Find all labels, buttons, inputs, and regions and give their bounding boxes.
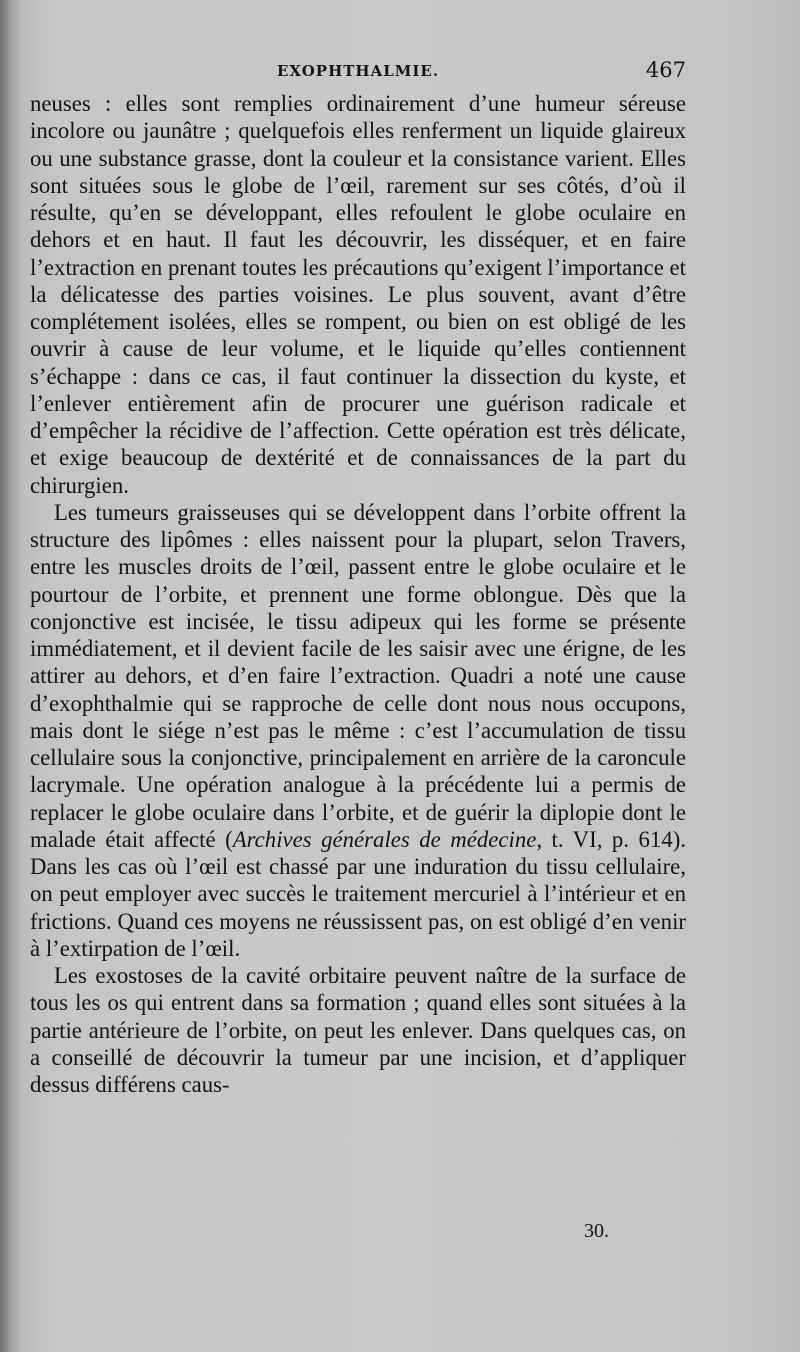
paragraph-2: [30, 499, 686, 962]
paragraph-2-continuation: , t. VI, p. 614). Dans les cas où l’œil est chassé par une induration du tissu cellulaire, on peut employer avec succès le traitement mercuriel à l’intérieur et en frictions. Quand ces moyens ne réussissent pas, on est obligé d’en venir à l’extirpation de l’œil.: [30, 826, 687, 961]
body-text: [30, 90, 686, 1098]
paragraph-1: neuses : elles sont remplies ordinairement d’une humeur séreuse incolore ou jaunâtre ; quelquefois elles renferment un liquide glaireux ou une substance grasse, dont la couleur et la consistance varient. Elles sont situées sous le globe de l’œil, rarement sur ses côtés, d’où il résulte, qu’en se développant, elles refoulent le globe oculaire en dehors et en haut. Il faut les découvrir, les disséquer, et en faire l’extraction en prenant toutes les précautions qu’exigent l’importance et la délicatesse des parties voisines. Le plus souvent, avant d’être complétement isolées, elles se rompent, ou bien on est obligé de les ouvrir à cause de leur volume, et le liquide qu’elles contiennent s’échappe : dans ce cas, il faut continuer la dissection du kyste, et l’enlever entièrement afin de procurer une guérison radicale et d’empêcher la récidive de l’affection. Cette opération est très délicate, et exige beaucoup de dextérité et de connaissances de la part du chirurgien.: [30, 91, 686, 498]
page-number: 467: [645, 58, 686, 82]
paragraph-3: Les exostoses de la cavité orbitaire peuvent naître de la surface de tous les os qui entrent dans sa formation ; quand elles sont situées à la partie antérieure de l’orbite, on peut les enlever. Dans quelques cas, on a conseillé de découvrir la tumeur par une incision, et d’appliquer dessus différens caus-: [30, 963, 686, 1097]
running-title: EXOPHTHALMIE.: [276, 62, 440, 80]
signature-mark: 30.: [584, 1220, 609, 1242]
paragraph-2-text: Les tumeurs graisseuses qui se développent dans l’orbite offrent la structure des lipômes : elles naissent pour la plupart, selon Travers, entre les muscles droits de l’œil, passent entre le globe oculaire et le pourtour de l’orbite, et prennent une forme oblongue. Dès que la conjonctive est incisée, le tissu adipeux qui les forme se présente immédiatement, et il devient facile de les saisir avec une érigne, de les attirer au dehors, et d’en faire l’extraction. Quadri a noté une cause d’exophthalmie qui se rapproche de celle dont nous nous occupons, mais dont le siége n’est pas le même : c’est l’accumulation de tissu cellulaire sous la conjonctive, principalement en arrière de la caroncule lacrymale. Une opération analogue à la précédente lui a permis de replacer le globe oculaire dans l’orbite, et de guérir la diplopie dont le malade était affecté (: [30, 499, 686, 852]
citation-journal-title: Archives générales de médecine: [232, 826, 537, 852]
page-header: [30, 58, 686, 88]
